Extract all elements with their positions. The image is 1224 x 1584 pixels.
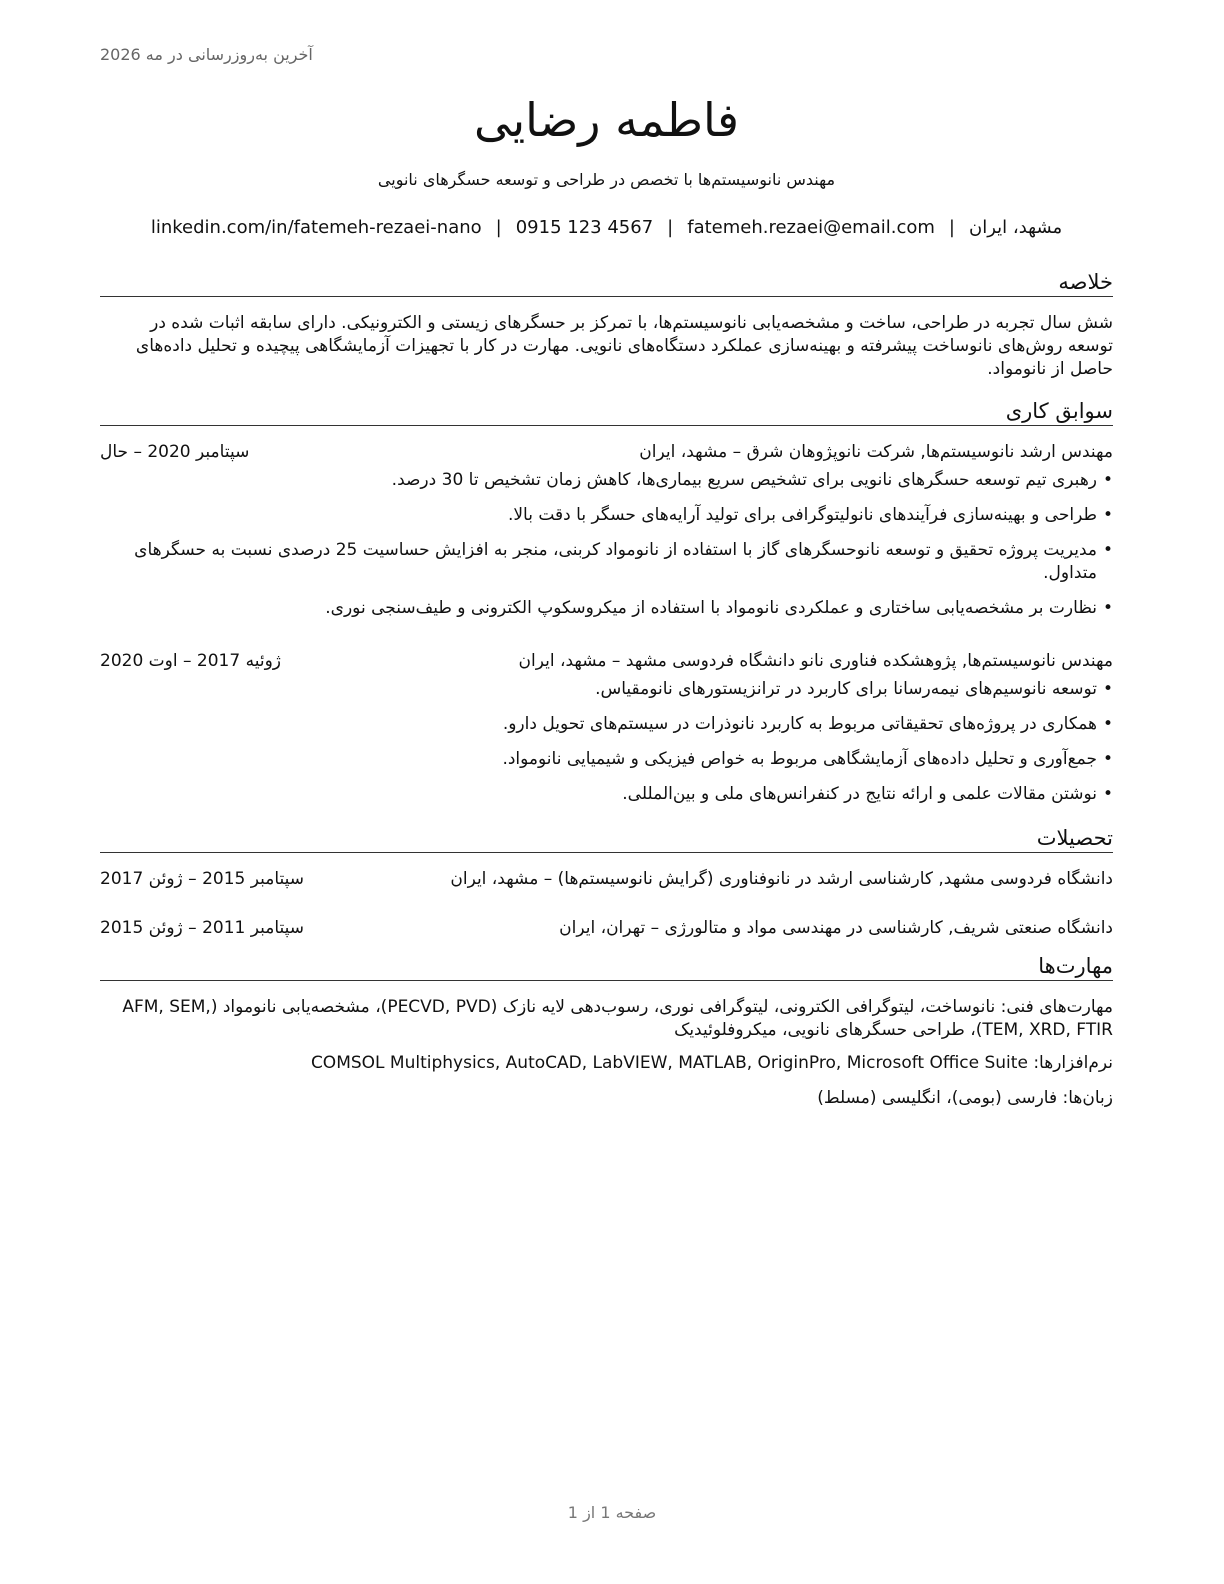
skills-section	[100, 954, 1113, 1110]
job-entry	[100, 440, 1113, 620]
skills-software-label: نرم‌افزارها:	[1033, 1053, 1113, 1073]
resume-content	[100, 88, 1113, 1110]
job-bullets	[100, 469, 1113, 620]
job-bullet: • همکاری در پروژه‌های تحقیقاتی مربوط به کاربرد نانوذرات در سیستم‌های تحویل دارو.	[100, 713, 1113, 736]
education-date: سپتامبر 2011 – ژوئن 2015	[100, 918, 305, 938]
education-entry	[100, 867, 1113, 891]
job-bullet: • جمع‌آوری و تحلیل داده‌های آزمایشگاهی مربوط به خواص فیزیکی و شیمیایی نانومواد.	[100, 748, 1113, 771]
page-number: صفحه 1 از 1	[567, 1503, 657, 1522]
job-header	[100, 649, 1113, 673]
contact-email[interactable]: fatemeh.rezaei@email.com	[687, 217, 935, 238]
contact-phone[interactable]: 0915 123 4567	[515, 217, 654, 238]
job-heading: مهندس نانوسیستم‌ها, پژوهشکده فناوری نانو دانشگاه فردوسی مشهد – مشهد، ایران	[518, 651, 1113, 671]
person-name: فاطمه رضایی	[474, 93, 739, 147]
experience-title: سوابق کاری	[100, 399, 1113, 426]
job-bullet: • رهبری تیم توسعه حسگرهای نانویی برای تشخیص سریع بیماری‌ها، کاهش زمان تشخیص تا 30 درصد.	[100, 469, 1113, 492]
job-heading: مهندس ارشد نانوسیستم‌ها, شرکت نانوپژوهان شرق – مشهد، ایران	[639, 442, 1113, 462]
education-section	[100, 826, 1113, 940]
contact-separator: |	[667, 217, 674, 238]
job-date: سپتامبر 2020 – حال	[100, 442, 250, 462]
summary-text: شش سال تجربه در طراحی، ساخت و مشخصه‌یابی نانوسیستم‌ها، با تمرکز بر حسگرهای زیستی و الکترونیکی. دارای سابقه اثبات شده در توسعه روش‌های نانوساخت پیشرفته و بهینه‌سازی عملکرد دستگاه‌های نانویی. مهارت در کار با تجهیزات آزمایشگاهی پیچیده و تحلیل داده‌های حاصل از نانومواد.	[135, 313, 1113, 379]
education-title: تحصیلات	[100, 826, 1113, 853]
job-subtitle: مهندس نانوسیستم‌ها با تخصص در طراحی و توسعه حسگرهای نانویی	[377, 170, 836, 189]
education-heading: دانشگاه صنعتی شریف, کارشناسی در مهندسی مواد و متالورژی – تهران، ایران	[559, 918, 1113, 938]
job-bullet: • نوشتن مقالات علمی و ارائه نتایج در کنفرانس‌های ملی و بین‌المللی.	[100, 783, 1113, 806]
contact-separator: |	[948, 217, 955, 238]
summary-title: خلاصه	[100, 270, 1113, 297]
contact-location: مشهد، ایران	[969, 217, 1063, 238]
education-entry	[100, 916, 1113, 940]
contact-separator: |	[495, 217, 502, 238]
job-bullet: • توسعه نانوسیم‌های نیمه‌رسانا برای کاربرد در ترانزیستورهای نانومقیاس.	[100, 678, 1113, 701]
job-bullets	[100, 678, 1113, 806]
last-updated: آخرین به‌روزرسانی در مه 2026	[100, 45, 313, 64]
job-date: ژوئیه 2017 – اوت 2020	[100, 651, 281, 671]
contact-line	[100, 217, 1113, 238]
skills-technical: مهارت‌های فنی: نانوساخت، لیتوگرافی الکترونی، لیتوگرافی نوری، رسوب‌دهی لایه نازک (PECVD, PVD)، مشخصه‌یابی نانومواد (AFM, SEM, TEM, XRD, FTIR)، طراحی حسگرهای نانویی، میکروفلوئیدیک	[122, 997, 1113, 1040]
experience-section	[100, 399, 1113, 806]
summary-section	[100, 270, 1113, 381]
job-bullet: • مدیریت پروژه تحقیق و توسعه نانوحسگرهای گاز با استفاده از نانومواد کربنی، منجر به افزایش حساسیت 25 درصدی نسبت به حسگرهای متداول.	[100, 539, 1113, 585]
skills-title: مهارت‌ها	[100, 954, 1113, 981]
education-date: سپتامبر 2015 – ژوئن 2017	[100, 869, 305, 889]
job-bullet: • طراحی و بهینه‌سازی فرآیندهای نانولیتوگرافی برای تولید آرایه‌های حسگر با دقت بالا.	[100, 504, 1113, 527]
skills-software-list: COMSOL Multiphysics, AutoCAD, LabVIEW, MATLAB, OriginPro, Microsoft Office Suite	[310, 1053, 1028, 1073]
skills-languages: زبان‌ها: فارسی (بومی)، انگلیسی (مسلط)	[817, 1088, 1113, 1108]
job-bullet: • نظارت بر مشخصه‌یابی ساختاری و عملکردی نانومواد با استفاده از میکروسکوپ الکترونی و طیف‌سنجی نوری.	[100, 597, 1113, 620]
education-heading: دانشگاه فردوسی مشهد, کارشناسی ارشد در نانوفناوری (گرایش نانوسیستم‌ها) – مشهد، ایران	[450, 869, 1113, 889]
job-header	[100, 440, 1113, 464]
contact-linkedin[interactable]: linkedin.com/in/fatemeh-rezaei-nano	[150, 217, 482, 238]
job-entry	[100, 649, 1113, 806]
skills-software	[100, 1052, 1113, 1075]
